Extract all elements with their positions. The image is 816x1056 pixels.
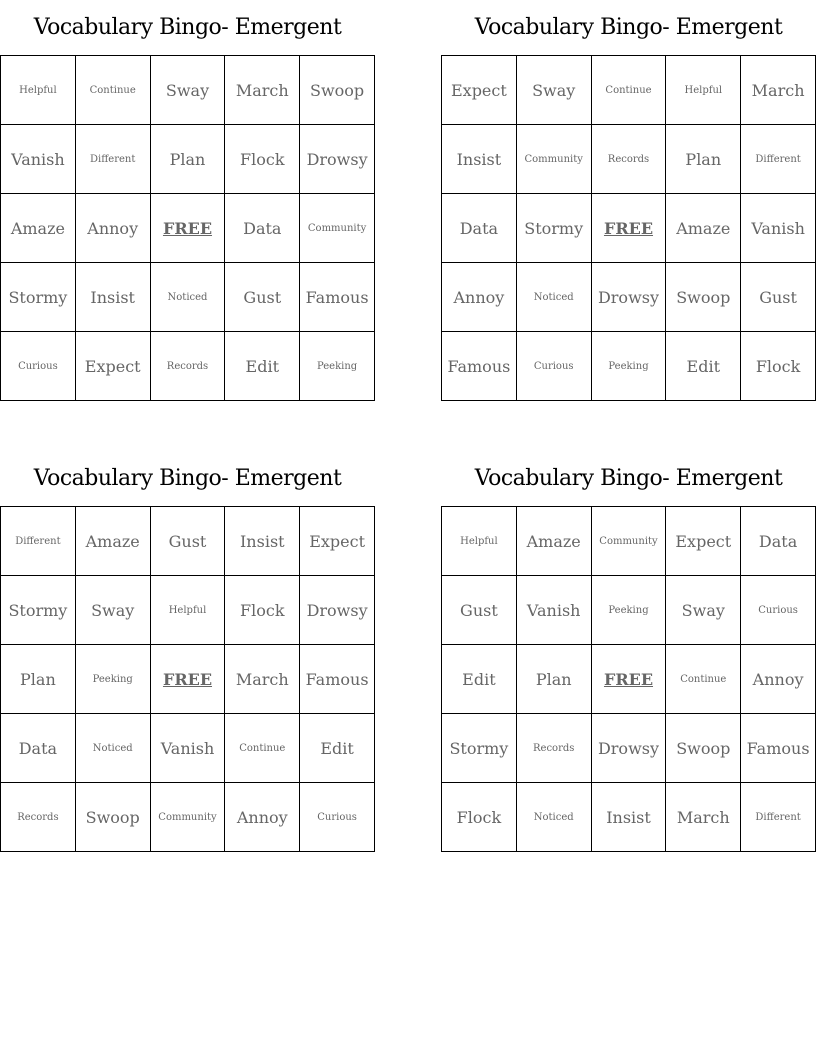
grid-row bbox=[1, 125, 375, 194]
word-cell: Community bbox=[591, 507, 666, 576]
word-cell: Records bbox=[1, 783, 76, 852]
word-cell: Plan bbox=[516, 645, 591, 714]
grid-row bbox=[442, 507, 816, 576]
word-cell: Data bbox=[442, 194, 517, 263]
word-cell: Insist bbox=[75, 263, 150, 332]
word-cell: Plan bbox=[1, 645, 76, 714]
bingo-grid bbox=[0, 55, 375, 401]
card-title: Vocabulary Bingo- Emergent bbox=[474, 466, 783, 491]
grid-row bbox=[442, 56, 816, 125]
word-cell: Plan bbox=[150, 125, 225, 194]
word-cell: Community bbox=[516, 125, 591, 194]
word-cell: March bbox=[225, 645, 300, 714]
bingo-grid bbox=[441, 506, 816, 852]
word-cell: Edit bbox=[666, 332, 741, 401]
word-cell: March bbox=[741, 56, 816, 125]
word-cell: Helpful bbox=[150, 576, 225, 645]
word-cell: Gust bbox=[442, 576, 517, 645]
word-cell: March bbox=[666, 783, 741, 852]
word-cell: Amaze bbox=[516, 507, 591, 576]
word-cell: Expect bbox=[300, 507, 375, 576]
word-cell: Vanish bbox=[741, 194, 816, 263]
grid-row bbox=[442, 783, 816, 852]
word-cell: Annoy bbox=[442, 263, 517, 332]
word-cell: Expect bbox=[666, 507, 741, 576]
bingo-grid bbox=[441, 55, 816, 401]
grid-row bbox=[1, 263, 375, 332]
word-cell: Continue bbox=[591, 56, 666, 125]
word-cell: Swoop bbox=[75, 783, 150, 852]
word-cell: Famous bbox=[300, 263, 375, 332]
word-cell: Different bbox=[75, 125, 150, 194]
bingo-grid bbox=[0, 506, 375, 852]
card-title: Vocabulary Bingo- Emergent bbox=[474, 15, 783, 40]
word-cell: Insist bbox=[442, 125, 517, 194]
word-cell: Expect bbox=[442, 56, 517, 125]
word-cell: Peeking bbox=[591, 332, 666, 401]
word-cell: Amaze bbox=[75, 507, 150, 576]
word-cell: Sway bbox=[666, 576, 741, 645]
word-cell: Edit bbox=[442, 645, 517, 714]
word-cell: Expect bbox=[75, 332, 150, 401]
word-cell: Edit bbox=[300, 714, 375, 783]
word-cell: Swoop bbox=[666, 263, 741, 332]
grid-row bbox=[442, 125, 816, 194]
word-cell: Data bbox=[1, 714, 76, 783]
word-cell: Different bbox=[1, 507, 76, 576]
word-cell: Insist bbox=[225, 507, 300, 576]
word-cell: Flock bbox=[442, 783, 517, 852]
word-cell: Helpful bbox=[666, 56, 741, 125]
word-cell: Drowsy bbox=[591, 263, 666, 332]
word-cell: Flock bbox=[741, 332, 816, 401]
word-cell: Swoop bbox=[666, 714, 741, 783]
word-cell: Peeking bbox=[75, 645, 150, 714]
grid-row bbox=[1, 194, 375, 263]
word-cell: Vanish bbox=[516, 576, 591, 645]
word-cell: Annoy bbox=[75, 194, 150, 263]
word-cell: Noticed bbox=[516, 783, 591, 852]
word-cell: Vanish bbox=[1, 125, 76, 194]
word-cell: Sway bbox=[150, 56, 225, 125]
word-cell: Records bbox=[516, 714, 591, 783]
word-cell: Annoy bbox=[741, 645, 816, 714]
free-space-cell: FREE bbox=[591, 645, 666, 714]
word-cell: Peeking bbox=[591, 576, 666, 645]
word-cell: Gust bbox=[150, 507, 225, 576]
free-space-cell: FREE bbox=[150, 194, 225, 263]
word-cell: Different bbox=[741, 125, 816, 194]
free-space-cell: FREE bbox=[150, 645, 225, 714]
word-cell: Drowsy bbox=[300, 125, 375, 194]
grid-row bbox=[442, 263, 816, 332]
grid-row bbox=[442, 332, 816, 401]
word-cell: Famous bbox=[300, 645, 375, 714]
word-cell: March bbox=[225, 56, 300, 125]
word-cell: Stormy bbox=[1, 263, 76, 332]
word-cell: Amaze bbox=[1, 194, 76, 263]
word-cell: Community bbox=[300, 194, 375, 263]
word-cell: Drowsy bbox=[591, 714, 666, 783]
word-cell: Stormy bbox=[442, 714, 517, 783]
word-cell: Drowsy bbox=[300, 576, 375, 645]
word-cell: Helpful bbox=[442, 507, 517, 576]
word-cell: Curious bbox=[300, 783, 375, 852]
word-cell: Curious bbox=[516, 332, 591, 401]
word-cell: Community bbox=[150, 783, 225, 852]
word-cell: Gust bbox=[225, 263, 300, 332]
word-cell: Continue bbox=[225, 714, 300, 783]
word-cell: Noticed bbox=[150, 263, 225, 332]
card-title: Vocabulary Bingo- Emergent bbox=[33, 466, 342, 491]
grid-row bbox=[1, 507, 375, 576]
word-cell: Records bbox=[150, 332, 225, 401]
grid-row bbox=[1, 56, 375, 125]
word-cell: Stormy bbox=[1, 576, 76, 645]
grid-row bbox=[1, 576, 375, 645]
word-cell: Stormy bbox=[516, 194, 591, 263]
word-cell: Helpful bbox=[1, 56, 76, 125]
word-cell: Gust bbox=[741, 263, 816, 332]
word-cell: Noticed bbox=[75, 714, 150, 783]
grid-row bbox=[442, 645, 816, 714]
word-cell: Noticed bbox=[516, 263, 591, 332]
word-cell: Famous bbox=[741, 714, 816, 783]
word-cell: Curious bbox=[1, 332, 76, 401]
grid-row bbox=[1, 332, 375, 401]
word-cell: Vanish bbox=[150, 714, 225, 783]
grid-row bbox=[1, 783, 375, 852]
word-cell: Insist bbox=[591, 783, 666, 852]
word-cell: Curious bbox=[741, 576, 816, 645]
word-cell: Amaze bbox=[666, 194, 741, 263]
word-cell: Sway bbox=[75, 576, 150, 645]
word-cell: Edit bbox=[225, 332, 300, 401]
word-cell: Continue bbox=[666, 645, 741, 714]
word-cell: Continue bbox=[75, 56, 150, 125]
grid-row bbox=[1, 645, 375, 714]
free-space-cell: FREE bbox=[591, 194, 666, 263]
grid-row bbox=[442, 714, 816, 783]
word-cell: Flock bbox=[225, 125, 300, 194]
word-cell: Sway bbox=[516, 56, 591, 125]
word-cell: Annoy bbox=[225, 783, 300, 852]
word-cell: Different bbox=[741, 783, 816, 852]
grid-row bbox=[442, 194, 816, 263]
word-cell: Records bbox=[591, 125, 666, 194]
word-cell: Plan bbox=[666, 125, 741, 194]
card-title: Vocabulary Bingo- Emergent bbox=[33, 15, 342, 40]
grid-row bbox=[1, 714, 375, 783]
word-cell: Famous bbox=[442, 332, 517, 401]
word-cell: Data bbox=[741, 507, 816, 576]
word-cell: Peeking bbox=[300, 332, 375, 401]
word-cell: Flock bbox=[225, 576, 300, 645]
word-cell: Swoop bbox=[300, 56, 375, 125]
grid-row bbox=[442, 576, 816, 645]
word-cell: Data bbox=[225, 194, 300, 263]
